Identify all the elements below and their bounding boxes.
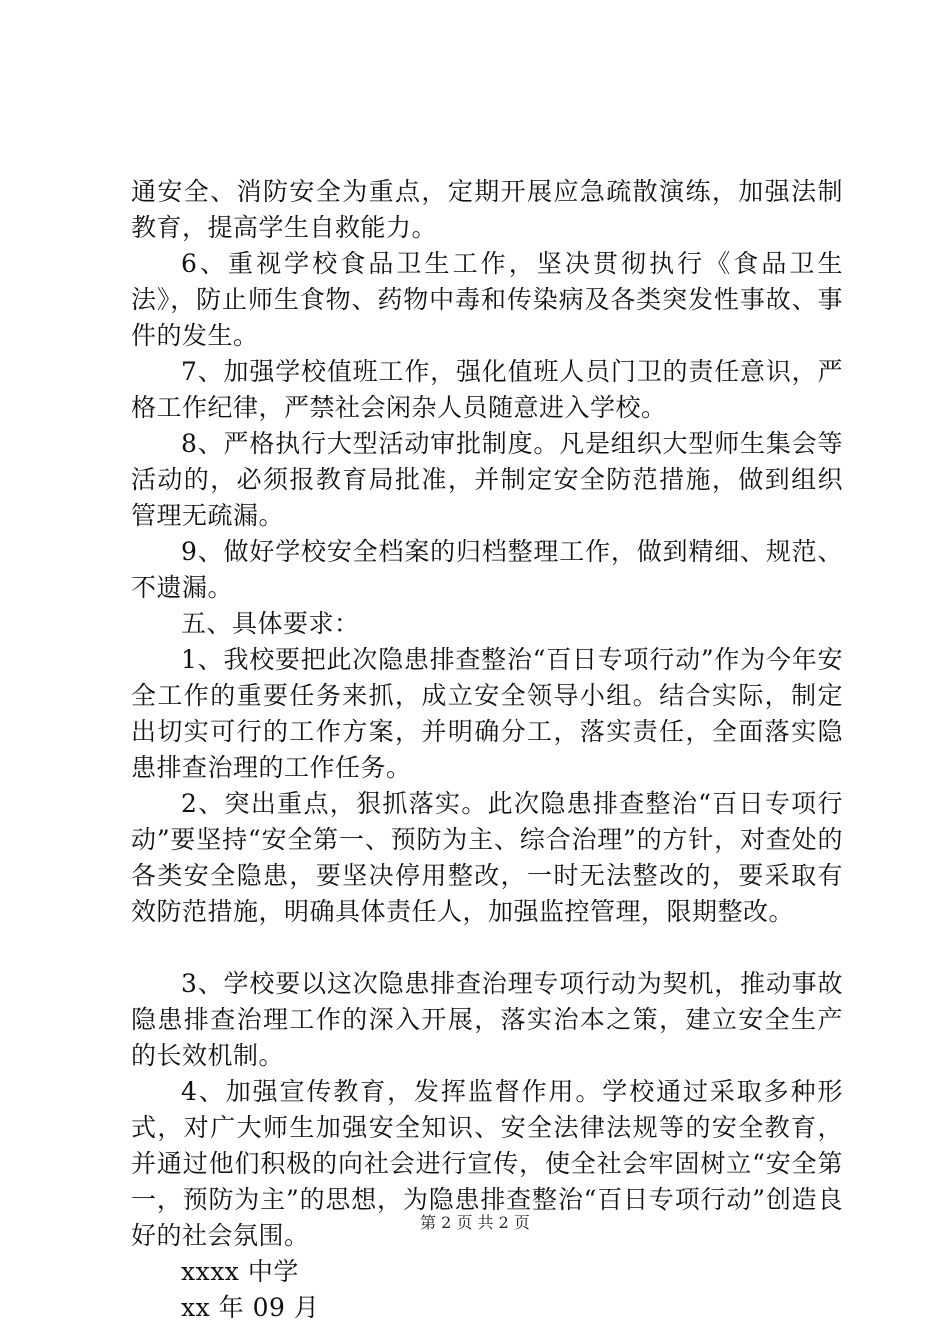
signature-org: xxxx 中学: [181, 1257, 299, 1286]
paragraph-requirement-3: 3、学校要以这次隐患排查治理专项行动为契机，推动事故隐患排查治理工作的深入开展，落实治本之策，建立安全生产的长效机制。: [131, 969, 843, 1070]
paragraph-requirement-1: 1、我校要把此次隐患排查整治“百日专项行动”作为今年安全工作的重要任务来抓，成立安全领导小组。结合实际，制定出切实可行的工作方案，并明确分工，落实责任，全面落实隐患排查治理的工作任务。: [131, 645, 843, 782]
paragraph-item-6: 6、重视学校食品卫生工作，坚决贯彻执行《食品卫生法》，防止师生食物、药物中毒和传染病及各类突发性事故、事件的发生。: [131, 249, 843, 350]
paragraph-requirement-4: 4、加强宣传教育，发挥监督作用。学校通过采取多种形式，对广大师生加强安全知识、安全法律法规等的安全教育，并通过他们积极的向社会进行宣传，使全社会牢固树立“安全第一，预防为主”的思想，为隐患排查整治“百日专项行动”创造良好的社会氛围。: [131, 1077, 843, 1250]
document-body: [131, 174, 843, 1326]
paragraph-item-7: 7、加强学校值班工作，强化值班人员门卫的责任意识，严格工作纪律，严禁社会闲杂人员随意进入学校。: [131, 357, 843, 422]
paragraph-continued: 通安全、消防安全为重点，定期开展应急疏散演练，加强法制教育，提高学生自救能力。: [131, 177, 843, 242]
paragraph-requirement-2: 2、突出重点，狠抓落实。此次隐患排查整治“百日专项行动”要坚持“安全第一、预防为主、综合治理”的方针，对查处的各类安全隐患，要坚决停用整改，一时无法整改的，要采取有效防范措施，明确具体责任人，加强监控管理，限期整改。: [131, 789, 843, 926]
paragraph-item-8: 8、严格执行大型活动审批制度。凡是组织大型师生集会等活动的，必须报教育局批准，并制定安全防范措施，做到组织管理无疏漏。: [131, 429, 843, 530]
paragraph-item-9: 9、做好学校安全档案的归档整理工作，做到精细、规范、不遗漏。: [131, 537, 843, 602]
signature-date: xx 年 09 月: [181, 1293, 320, 1322]
section-heading-requirements: 五、具体要求：: [181, 609, 360, 638]
page-footer: 第 2 页 共 2 页: [420, 1213, 530, 1232]
